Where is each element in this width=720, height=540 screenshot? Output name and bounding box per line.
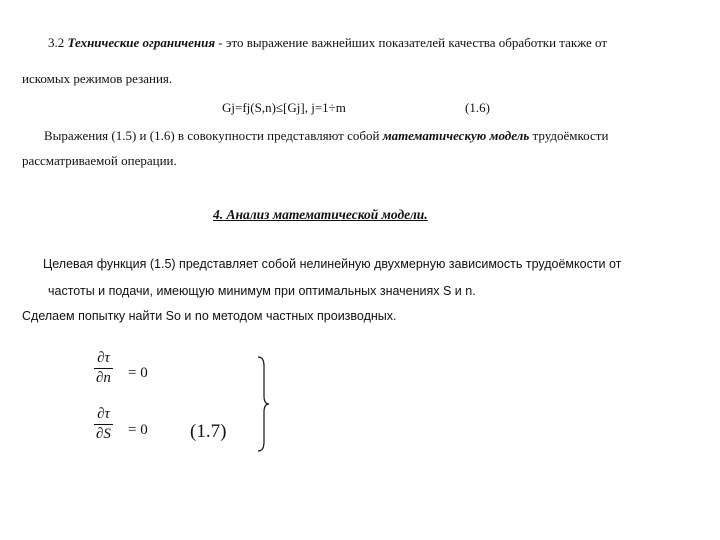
eq1-denominator: ∂n bbox=[96, 370, 111, 386]
fraction-bar bbox=[94, 368, 113, 369]
section-number: 3.2 bbox=[48, 35, 65, 50]
paragraph1-text-line2: рассматриваемой операции. bbox=[22, 153, 177, 168]
eq1-numerator: ∂τ bbox=[97, 350, 110, 366]
section-heading: 4. Анализ математической модели. bbox=[213, 207, 428, 222]
paragraph1-after: трудоёмкости bbox=[529, 128, 609, 143]
paragraph1-line-1 bbox=[44, 128, 608, 144]
constraint-formula bbox=[222, 100, 346, 116]
constraint-formula-number: (1.6) bbox=[465, 100, 490, 115]
section-text-line2: искомых режимов резания. bbox=[22, 71, 173, 86]
section-title: Технические ограничения bbox=[67, 35, 216, 50]
partial-derivative-s bbox=[94, 406, 113, 443]
eq2-rhs: = 0 bbox=[128, 422, 148, 438]
section-text: - это выражение важнейших показателей качества обработки также от bbox=[215, 35, 608, 50]
paragraph1-line-2 bbox=[22, 153, 177, 169]
constraint-expression: Gj=fj(S,n)≤[Gj], j=1÷m bbox=[222, 100, 346, 115]
equation-system bbox=[90, 350, 310, 460]
partial-derivative-n bbox=[94, 350, 113, 387]
section-line-2 bbox=[22, 71, 172, 87]
eq1-rhs: = 0 bbox=[128, 365, 148, 381]
section-line-1 bbox=[48, 35, 607, 51]
fraction-bar bbox=[94, 424, 113, 425]
paragraph1-emphasis: математическую модель bbox=[382, 128, 530, 143]
right-brace-icon bbox=[256, 356, 270, 452]
eq2-numerator: ∂τ bbox=[97, 406, 110, 422]
eq2-denominator: ∂S bbox=[96, 426, 111, 442]
paragraph2-line-1: Целевая функция (1.5) представляет собой нелинейную двухмерную зависимость трудоёмкости от bbox=[43, 257, 622, 271]
paragraph2-line-3: Сделаем попытку найти So и no методом частных производных. bbox=[22, 309, 397, 323]
paragraph2-line-2: частоты и подачи, имеющую минимум при оптимальных значениях S и n. bbox=[48, 284, 476, 298]
system-number: (1.7) bbox=[190, 421, 227, 442]
paragraph1-before: Выражения (1.5) и (1.6) в совокупности представляют собой bbox=[44, 128, 383, 143]
